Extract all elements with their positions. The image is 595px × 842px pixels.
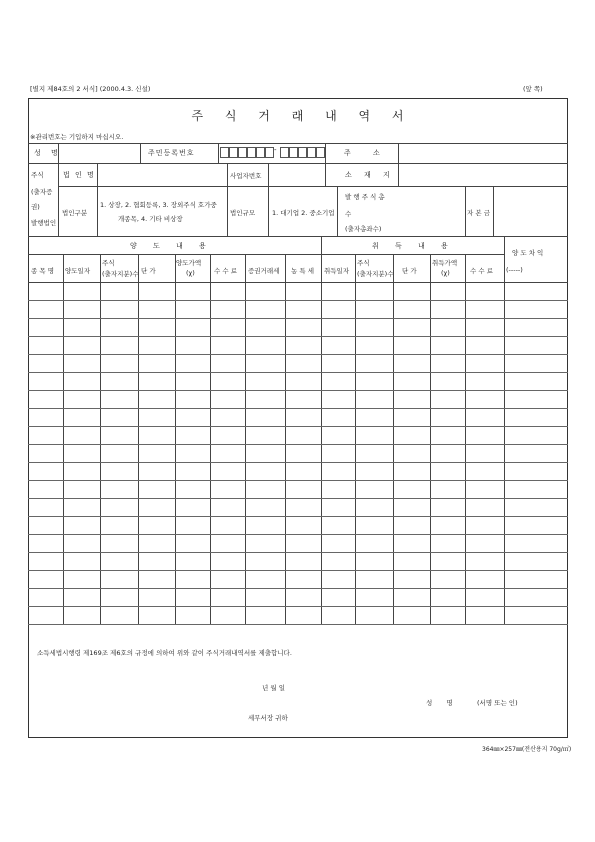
col-transfer-date: 양도일자 [65,267,91,275]
id-digit-box[interactable] [220,147,229,158]
sign-note: (서명 또는 인) [477,699,518,707]
col-acq-unit-price: 단 가 [402,267,417,275]
business-number-label: 사업자번호 [230,172,262,180]
col-acq-amount-1: 취득가액 [432,259,458,267]
table-row-rule [28,534,568,535]
table-column-rule [393,254,394,624]
note-text: ※관리번호는 기입하지 마십시오. [30,133,124,141]
col-agri-tax: 농 특 세 [291,267,314,275]
name-label: 성 명 [34,149,58,157]
id-digit-box[interactable] [289,147,298,158]
table-row-rule [28,588,568,589]
table-column-rule [430,254,431,624]
col-shares-1: 주식 [102,259,115,267]
table-row-rule [28,408,568,409]
statement-text: 소득세법시행령 제169조 제6호의 규정에 의하여 위와 같이 주식거래내역서를 제출합니다. [37,649,292,657]
rule [398,143,399,163]
rule [325,163,326,186]
corp-type-options-2: 개종목, 4. 기타 비상장 [118,215,183,223]
table-column-rule [245,254,246,624]
issued-shares-label-2: 수 [345,210,352,218]
form-title: 주 식 거 래 내 역 서 [191,109,404,123]
table-row-rule [28,318,568,319]
issuer-label-4: 발행법인 [31,219,57,227]
table-row-rule [28,570,568,571]
id-dash: - [274,146,277,154]
col-acq-shares-1: 주식 [357,259,370,267]
corp-type-label: 법인구분 [62,209,88,217]
id-digit-box[interactable] [316,147,325,158]
table-column-rule [175,254,176,624]
address-label: 주 소 [344,149,380,157]
rule [227,163,228,236]
date-line: 년 월 일 [262,684,285,692]
address-field[interactable] [400,145,566,161]
id-digit-box[interactable] [247,147,256,158]
table-column-rule [504,236,505,624]
transfer-group-header: 양 도 내 용 [130,242,206,250]
col-unit-price: 단 가 [141,267,156,275]
resident-id-label: 주민등록번호 [148,149,195,157]
table-column-rule [321,254,322,624]
table-row-rule [28,462,568,463]
table-row-rule [28,606,568,607]
rule [465,186,466,236]
corp-name-label: 법 인 명 [63,171,94,179]
paper-spec: 364㎜×257㎜(전산용지 70g/㎡) [482,746,572,753]
business-number-field[interactable] [270,166,323,184]
col-item: 종 목 명 [31,267,54,275]
issued-shares-label-3: (출자총좌수) [345,225,382,233]
col-acq-fee: 수 수 료 [470,267,493,275]
table-row-rule [28,516,568,517]
rule [268,163,269,236]
name-field[interactable] [60,145,138,161]
rule [28,236,568,237]
corp-size-label: 법인규모 [230,209,256,217]
col-acquire-date: 취득일자 [324,267,350,275]
col-acq-amount-2: (χ) [441,269,450,277]
table-row-rule [28,390,568,391]
location-field[interactable] [400,166,566,184]
gain-header: 양 도 차 익 [512,249,544,257]
rule [28,163,568,164]
rule [398,163,399,186]
form-reference: [별지 제84호의 2 서식] (2000.4.3. 신설) [30,85,151,93]
corp-type-options-1: 1. 상장, 2. 협회등록, 3. 장외주식 호가중 [100,201,217,209]
rule [325,143,326,163]
col-acq-shares-2: (출자지분)수 [357,270,394,278]
table-group-rule [321,236,322,254]
location-label: 소 재 지 [345,171,390,179]
rule [28,143,568,144]
table-row-rule [28,336,568,337]
issuer-label-2: (출자증 [31,188,53,196]
rule [337,186,338,236]
id-digit-box[interactable] [298,147,307,158]
id-digit-box[interactable] [238,147,247,158]
table-row-rule [28,300,568,301]
col-transfer-amount-2: (χ) [186,269,195,277]
col-shares-2: (출자지분)수 [102,270,139,278]
capital-label: 자 본 금 [467,209,490,217]
table-column-rule [285,254,286,624]
col-tx-tax: 증권거래세 [248,267,280,275]
page-side-label: (앞 쪽) [523,85,543,93]
id-digit-box[interactable] [307,147,316,158]
table-column-rule [100,254,101,624]
signer-label: 성 명 [426,699,453,707]
rule [58,186,568,187]
rule [58,143,59,236]
table-row-rule [28,480,568,481]
issuer-label-3: 권) [31,203,40,211]
col-transfer-amount-1: 양도가액 [176,259,202,267]
table-row-rule [28,426,568,427]
issued-shares-label-1: 발 행 주 식 총 [345,193,385,201]
id-digit-box[interactable] [256,147,265,158]
table-row-rule [28,372,568,373]
id-digit-box[interactable] [229,147,238,158]
table-row-rule [28,444,568,445]
issuer-label-1: 주식 [31,171,44,179]
gain-subheader: (-----) [506,266,523,274]
corp-name-field[interactable] [99,166,225,184]
table-column-rule [210,254,211,624]
rule [140,143,141,163]
acquire-group-header: 취 득 내 용 [372,242,448,250]
rule [28,282,568,283]
id-digit-box[interactable] [280,147,289,158]
corp-size-options: 1. 대기업 2. 중소기업 [272,209,335,217]
rule [218,143,219,163]
table-column-rule [138,254,139,624]
table-row-rule [28,354,568,355]
table-row-rule [28,552,568,553]
col-fee: 수 수 료 [214,267,237,275]
table-column-rule [355,254,356,624]
table-row-rule [28,498,568,499]
form-frame [28,98,568,738]
recipient-text: 세무서장 귀하 [248,714,288,722]
rule [493,186,494,236]
rule [97,163,98,236]
table-column-rule [63,254,64,624]
table-row-rule [28,624,568,625]
id-digit-box[interactable] [265,147,274,158]
table-column-rule [465,254,466,624]
